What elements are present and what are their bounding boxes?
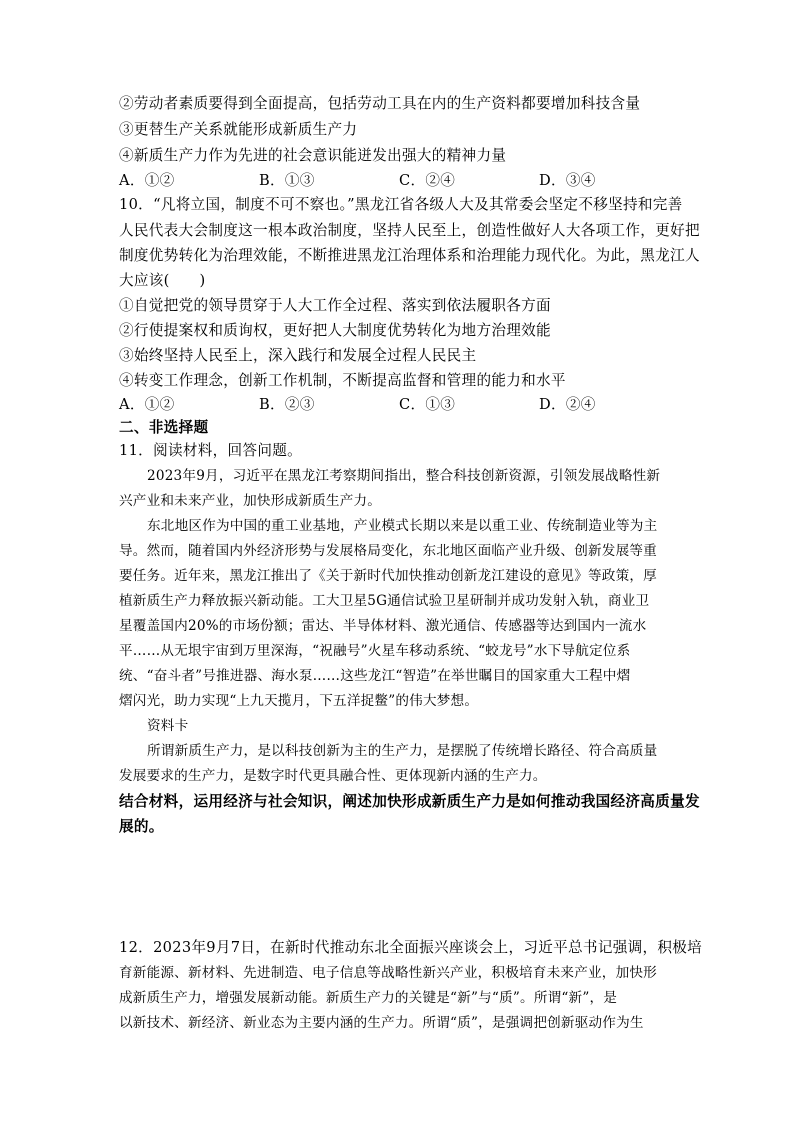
q11-para2-line: 植新质生产力释放振兴新动能。工大卫星5G通信试验卫星研制并成功发射入轨，商业卫: [119, 593, 650, 609]
q11-card-line: 发展要求的生产力，是数字时代更具融合性、更体现新内涵的生产力。: [119, 768, 547, 784]
q10-item-3: ③始终坚持人民至上，深入践行和发展全过程人民民主: [119, 347, 477, 364]
q10-item-2: ②行使提案权和质询权，更好把人大制度优势转化为地方治理效能: [119, 322, 551, 339]
q11-para2-line: 星覆盖国内20%的市场份额；雷达、半导体材料、激光通信、传感器等达到国内一流水: [119, 618, 647, 634]
q9-option-a: A．①②: [119, 172, 175, 189]
q11-para2-line: 东北地区作为中国的重工业基地，产业模式长期以来是以重工业、传统制造业等为主: [147, 518, 658, 534]
q11-question-line: 展的。: [119, 818, 164, 835]
q10-item-1: ①自觉把党的领导贯穿于人大工作全过程、落实到依法履职各方面: [119, 297, 551, 314]
q11-para2-line: 统、“奋斗者”号推进器、海水泵……这些龙江“智造”在举世瞩目的国家重大工程中熠: [119, 668, 631, 684]
q10-stem-line: 人民代表大会制度这一根本政治制度，坚持人民至上，创造性做好人大各项工作，更好把: [119, 222, 700, 239]
q12-stem-line: 12．2023年9月7日，在新时代推动东北全面振兴座谈会上，习近平总书记强调，积极培: [119, 939, 703, 956]
q11-para2-line: 要任务。近年来，黑龙江推出了《关于新时代加快推动创新龙江建设的意见》等政策，厚: [119, 568, 657, 584]
q9-item-3: ③更替生产关系就能形成新质生产力: [119, 121, 358, 138]
q9-item-4: ④新质生产力作为先进的社会意识能迸发出强大的精神力量: [119, 147, 507, 164]
q10-stem-line: 制度优势转化为治理效能，不断推进黑龙江治理体系和治理能力现代化。为此，黑龙江人: [119, 247, 700, 264]
q11-para2-line: 平……从无垠宇宙到万里深海，“祝融号”火星车移动系统、“蛟龙号”水下导航定位系: [119, 643, 631, 659]
q11-stem: 11．阅读材料，回答问题。: [119, 442, 303, 459]
q9-option-d: D．③④: [539, 172, 596, 189]
q11-question-line: 结合材料，运用经济与社会知识，阐述加快形成新质生产力是如何推动我国经济高质量发: [119, 793, 700, 810]
q10-item-4: ④转变工作理念，创新工作机制，不断提高监督和管理的能力和水平: [119, 372, 566, 389]
q11-card-title: 资料卡: [147, 718, 189, 734]
q11-para2-line: 导。然而，随着国内外经济形势与发展格局变化，东北地区面临产业升级、创新发展等重: [119, 543, 657, 559]
q11-para1-line: 兴产业和未来产业，加快形成新质生产力。: [119, 493, 382, 509]
q9-option-b: B．①③: [259, 172, 315, 189]
q10-stem-line: 10．“凡将立国，制度不可不察也。”黑龙江省各级人大及其常委会坚定不移坚持和完善: [119, 196, 683, 213]
section-heading: 二、非选择题: [119, 419, 209, 436]
q12-stem-line: 以新技术、新经济、新业态为主要内涵的生产力。所谓“质”，是强调把创新驱动作为生: [119, 1015, 644, 1031]
q12-stem-line: 成新质生产力，增强发展新动能。新质生产力的关键是“新”与“质”。所谓“新”，是: [119, 990, 618, 1006]
q9-option-c: C．②④: [399, 172, 456, 189]
q10-option-c: C．①③: [399, 396, 456, 413]
q11-para2-line: 熠闪光，助力实现“上九天揽月，下五洋捉鳖”的伟大梦想。: [119, 693, 479, 709]
q9-item-2: ②劳动者素质要得到全面提高，包括劳动工具在内的生产资料都要增加科技含量: [119, 95, 641, 112]
q10-option-d: D．②④: [539, 396, 596, 413]
q11-card-line: 所谓新质生产力，是以科技创新为主的生产力，是摆脱了传统增长路径、符合高质量: [147, 743, 658, 759]
q10-option-a: A．①②: [119, 396, 175, 413]
q10-option-b: B．②③: [259, 396, 315, 413]
q10-stem-line: 大应该( ): [119, 272, 206, 289]
q11-para1-line: 2023年9月，习近平在黑龙江考察期间指出，整合科技创新资源，引领发展战略性新: [147, 468, 661, 484]
q12-stem-line: 育新能源、新材料、先进制造、电子信息等战略性新兴产业，积极培育未来产业，加快形: [119, 965, 657, 981]
